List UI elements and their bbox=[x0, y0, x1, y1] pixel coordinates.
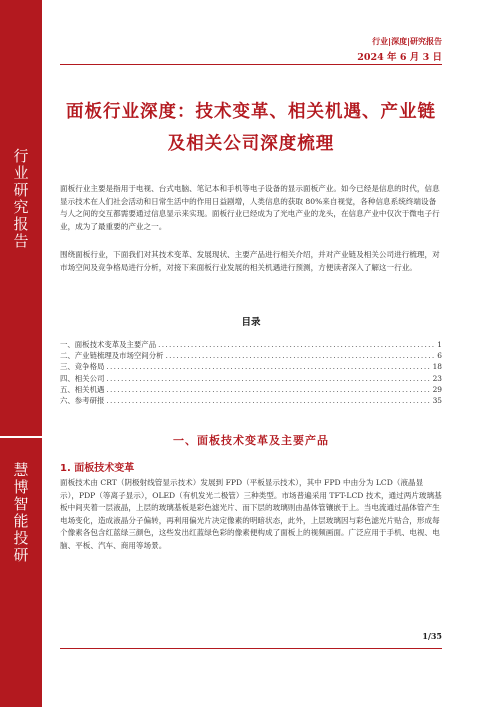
toc-item[interactable] bbox=[60, 350, 442, 361]
toc-item-label: 六、参考研报 bbox=[60, 395, 105, 405]
toc-item-label: 二、产业链梳理及市场空间分析 bbox=[60, 351, 164, 361]
toc-item[interactable] bbox=[60, 373, 442, 384]
toc-leader bbox=[106, 385, 430, 394]
footer-rule bbox=[60, 648, 442, 649]
toc-item-label: 五、相关机遇 bbox=[60, 384, 105, 394]
toc-leader bbox=[106, 362, 430, 371]
toc-item-page: 29 bbox=[432, 384, 442, 394]
section-heading: 一、面板技术变革及主要产品 bbox=[173, 434, 329, 447]
toc-leader bbox=[106, 374, 430, 383]
section-body: 面板技术由 CRT（阴极射线管显示技术）发展到 FPD（平板显示技术），其中 FPD 中由分为 LCD（液晶显示），PDP（等离子显示），OLED（有机发光二极管）三种类型。市场普遍采用 TFT-LCD 技术，通过两片玻璃基板中间夹着一层液晶，上层的玻璃基板是彩色滤光片、而下层的玻璃则由晶体管镶嵌于上。当电流通过晶体管产生电场变化，造成液晶分子偏转，再利用偏光片决定像素的明暗状态，此外，上层玻璃因与彩色滤光片贴合，形成每个像素各包含红蓝绿三颜色，这些发出红蓝绿色彩的像素便构成了面板上的视频画面。广泛应用于手机、电视、电脑、平板、汽车、商用等场景。 bbox=[60, 478, 442, 550]
toc-item-label: 一、面板技术变革及主要产品 bbox=[60, 340, 157, 349]
toc-title: 目录 bbox=[241, 317, 261, 328]
toc-item[interactable] bbox=[60, 395, 442, 406]
toc-leader bbox=[165, 351, 435, 360]
toc-item-label: 三、竞争格局 bbox=[60, 362, 105, 372]
intro-paragraph-2: 围绕面板行业，下面我们对其技术变革、发展现状、主要产品进行相关介绍，并对产业链及相关公司进行梳理，对市场空间及竞争格局进行分析，对接下来面板行业发展的相关机遇进行预测，方便读者深入了解这一行业。 bbox=[60, 250, 440, 272]
sidebar-report-type: 行业研究报告 bbox=[13, 147, 29, 250]
toc-leader bbox=[106, 396, 430, 405]
table-of-contents bbox=[60, 339, 442, 406]
sub-heading: 1. 面板技术变革 bbox=[60, 463, 135, 474]
toc-item-page: 18 bbox=[432, 362, 442, 372]
toc-item-page: 6 bbox=[437, 351, 442, 361]
page-title: 面板行业深度：技术变革、相关机遇、产业链及相关公司深度梳理 bbox=[66, 102, 436, 154]
toc-leader bbox=[158, 340, 435, 349]
toc-item[interactable] bbox=[60, 339, 442, 350]
sidebar bbox=[0, 0, 42, 707]
page-number: 1/35 bbox=[422, 631, 442, 641]
toc-item[interactable] bbox=[60, 361, 442, 372]
toc-item-page: 1 bbox=[437, 340, 442, 349]
header-rule bbox=[60, 64, 442, 65]
toc-item-label: 四、相关公司 bbox=[60, 373, 105, 383]
header-date: 2024 年 6 月 3 日 bbox=[357, 52, 442, 63]
toc-item[interactable] bbox=[60, 384, 442, 395]
intro-paragraph-1: 面板行业主要是指用于电视、台式电脑、笔记本和手机等电子设备的显示面板产业。如今已经是信息的时代，信息显示技术在人们社会活动和日常生活中的作用日益剧增，人类信息的获取 80%来自视觉，各种信息系统终端设备与人之间的交互都需要通过信息显示来实现。面板行业已经成为了光电产业的龙头，在信息产业中仅次于微电子行业，成为了最重要的产业之一。 bbox=[60, 184, 440, 231]
sidebar-brand: 慧博智能投研 bbox=[13, 461, 29, 564]
header-tag: 行业|深度|研究报告 bbox=[372, 37, 442, 46]
toc-item-page: 35 bbox=[432, 395, 442, 405]
sidebar-divider bbox=[0, 436, 42, 438]
toc-item-page: 23 bbox=[432, 373, 442, 383]
